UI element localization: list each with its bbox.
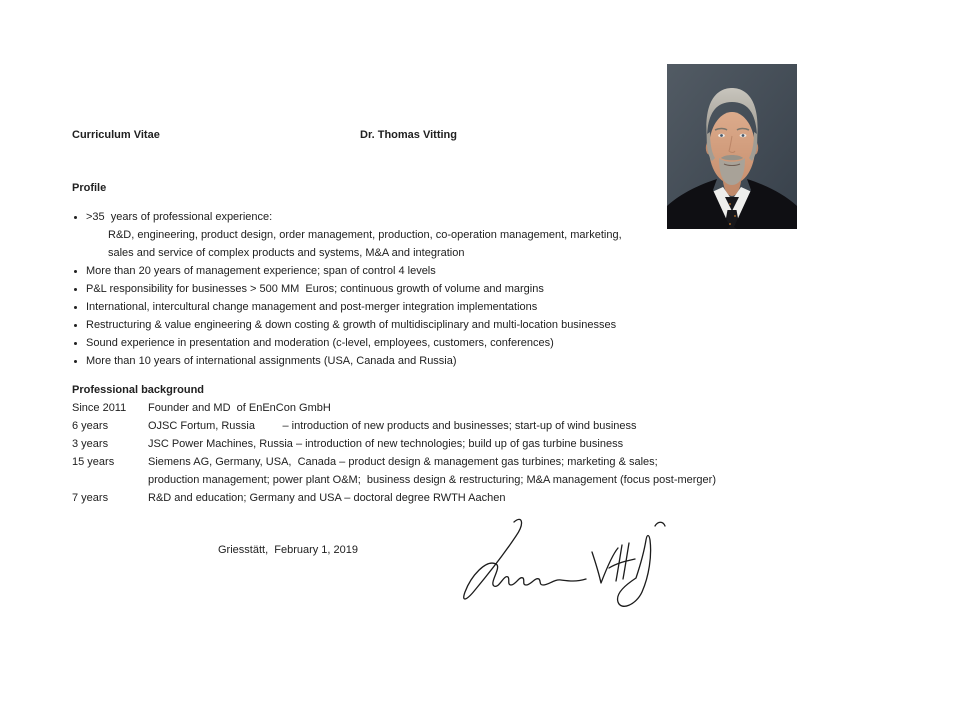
background-row-description: JSC Power Machines, Russia – introduction of new technologies; build up of gas turbine business [148,438,624,450]
portrait-photo [667,64,797,229]
bullet-icon [74,360,77,363]
bullet-icon [74,288,77,291]
profile-item-text: More than 20 years of management experience; span of control 4 levels [86,265,436,277]
background-row-description: production management; power plant O&M; business design & restructuring; M&A management (focus post-merger) [148,474,716,486]
bullet-icon [74,270,77,273]
profile-item [72,334,792,352]
profile-item-text: sales and service of complex products and systems, M&A and integration [108,247,465,259]
background-row-duration: 6 years [72,420,109,432]
background-row [72,399,872,417]
bullet-icon [74,216,77,219]
signature-strokes [464,519,665,606]
bullet-icon [74,342,77,345]
background-row-description: OJSC Fortum, Russia – introduction of new products and businesses; start-up of wind business [148,420,637,432]
background-row [72,417,872,435]
background-row [72,435,872,453]
background-row-duration: 7 years [72,492,109,504]
profile-item [72,244,792,262]
background-row [72,489,872,507]
profile-item-text: R&D, engineering, product design, order management, production, co-operation management, marketing, [108,229,622,241]
background-heading: Professional background [72,384,205,396]
profile-item-text: >35 years of professional experience: [86,211,273,223]
profile-item-text: Sound experience in presentation and moderation (c-level, employees, customers, conferences) [86,337,554,349]
signature-handwriting [452,512,672,617]
background-row-description: R&D and education; Germany and USA – doctoral degree RWTH Aachen [148,492,506,504]
signature-t-cross-stroke [609,559,635,568]
profile-item-text: More than 10 years of international assignments (USA, Canada and Russia) [86,355,457,367]
profile-item [72,352,792,370]
background-row-description: Founder and MD of EnEnCon GmbH [148,402,331,414]
place-date: Griesstätt, February 1, 2019 [218,544,359,556]
signature-first-name-stroke [464,519,586,599]
bullet-icon [74,306,77,309]
profile-item [72,226,792,244]
profile-item [72,208,792,226]
background-rows [72,399,872,507]
background-row [72,471,872,489]
profile-list [72,208,792,370]
profile-item-text: P&L responsibility for businesses > 500 MM Euros; continuous growth of volume and margins [86,283,544,295]
background-row [72,453,872,471]
signature-accent-stroke [655,522,665,526]
profile-item-text: Restructuring & value engineering & down costing & growth of multidisciplinary and multi-location businesses [86,319,617,331]
signature-descender-stroke [618,536,651,607]
background-row-duration: 15 years [72,456,115,468]
pupil-right [742,134,745,137]
profile-heading: Profile [72,182,107,194]
person-name: Dr. Thomas Vitting [360,129,457,141]
bullet-icon [74,324,77,327]
profile-item [72,262,792,280]
document-title: Curriculum Vitae [72,129,160,141]
profile-item-text: International, intercultural change management and post-merger integration implementations [86,301,538,313]
profile-item [72,316,792,334]
profile-item [72,280,792,298]
pupil-left [720,134,723,137]
background-row-description: Siemens AG, Germany, USA, Canada – product design & management gas turbines; marketing & sales; [148,456,658,468]
background-row-duration: 3 years [72,438,109,450]
profile-item [72,298,792,316]
background-row-duration: Since 2011 [72,402,127,414]
